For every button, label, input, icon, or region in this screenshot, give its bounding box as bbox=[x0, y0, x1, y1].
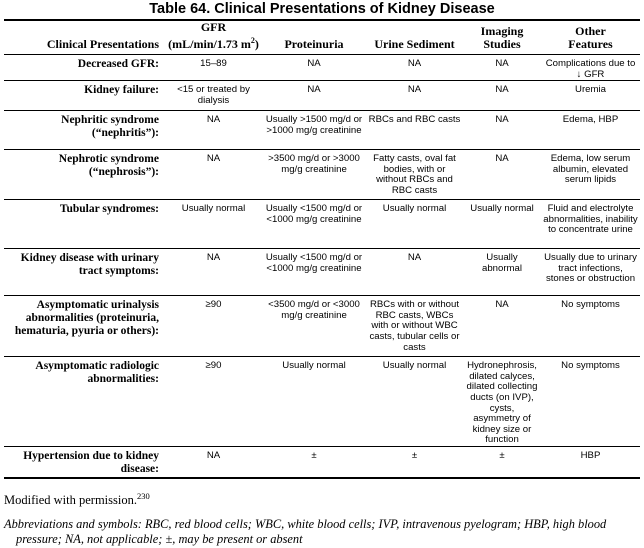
table-row bbox=[4, 150, 640, 200]
row-label: Asymptomatic urinalysis abnormalities (proteinuria, hematuria, pyuria or others): bbox=[14, 299, 159, 338]
clinical-presentations-table bbox=[4, 19, 640, 479]
cell-proteinuria: NA bbox=[307, 84, 321, 96]
table-title: Table 64. Clinical Presentations of Kidney Disease bbox=[149, 1, 495, 17]
table-row bbox=[4, 296, 640, 357]
cell-other: No symptoms bbox=[561, 360, 620, 372]
source-note-reference: 230 bbox=[136, 491, 150, 501]
cell-other: Edema, HBP bbox=[562, 114, 619, 126]
cell-proteinuria: Usually <1500 mg/d or <1000 mg/g creatinine bbox=[265, 252, 363, 274]
cell-imaging: NA bbox=[495, 299, 509, 311]
table-row bbox=[4, 249, 640, 296]
cell-sediment: ± bbox=[411, 449, 418, 461]
row-label: Asymptomatic radiologic abnormalities: bbox=[35, 360, 159, 386]
cell-proteinuria: ± bbox=[311, 449, 317, 461]
header-gfr-exponent: 2 bbox=[250, 36, 255, 45]
row-label: Nephritic syndrome (“nephritis”): bbox=[61, 114, 159, 140]
cell-sediment: Usually normal bbox=[382, 360, 447, 372]
cell-imaging: Hydronephrosis, dilated calyces, dilated collecting ducts (on IVP), cysts, asymmetry of kidney size or function bbox=[466, 360, 538, 446]
row-label: Decreased GFR: bbox=[77, 58, 159, 70]
cell-imaging: ± bbox=[499, 449, 505, 461]
source-note bbox=[4, 491, 640, 508]
cell-imaging: NA bbox=[495, 84, 509, 96]
cell-other: Fluid and electrolyte abnormalities, inability to concentrate urine bbox=[543, 203, 638, 236]
cell-imaging: Usually abnormal bbox=[482, 252, 522, 274]
header-other-line2: Features bbox=[568, 37, 613, 51]
header-urine-sediment: Urine Sediment bbox=[374, 37, 455, 51]
row-label: Tubular syndromes: bbox=[59, 203, 159, 216]
cell-gfr: Usually normal bbox=[181, 203, 246, 215]
cell-gfr: ≥90 bbox=[205, 360, 222, 372]
table-row bbox=[4, 111, 640, 150]
cell-proteinuria: Usually <1500 mg/d or <1000 mg/g creatinine bbox=[265, 203, 363, 225]
cell-proteinuria: NA bbox=[307, 58, 321, 69]
cell-sediment: NA bbox=[407, 84, 422, 96]
source-note-text: Modified with permission. bbox=[4, 493, 137, 508]
cell-sediment: Usually normal bbox=[382, 203, 447, 215]
cell-proteinuria: Usually >1500 mg/d or >1000 mg/g creatinine bbox=[265, 114, 363, 136]
cell-sediment: NA bbox=[407, 58, 422, 69]
cell-imaging: NA bbox=[495, 153, 509, 165]
row-label: Hypertension due to kidney disease: bbox=[23, 449, 159, 475]
header-gfr-line1: GFR bbox=[200, 20, 227, 34]
row-label: Nephrotic syndrome (“nephrosis”): bbox=[58, 153, 159, 179]
header-clinical-presentations: Clinical Presentations bbox=[46, 37, 159, 51]
table-row bbox=[4, 200, 640, 249]
cell-other: Complications due to ↓ GFR bbox=[545, 58, 636, 80]
header-proteinuria: Proteinuria bbox=[284, 37, 344, 51]
header-other-line1: Other bbox=[575, 24, 606, 38]
header-row bbox=[4, 20, 640, 55]
cell-gfr: NA bbox=[206, 114, 221, 126]
cell-proteinuria: >3500 mg/d or >3000 mg/g creatinine bbox=[268, 153, 360, 175]
table-row bbox=[4, 446, 640, 478]
header-imaging-studies bbox=[463, 20, 541, 55]
table-row bbox=[4, 81, 640, 111]
cell-proteinuria: Usually normal bbox=[282, 360, 346, 372]
header-imaging-line2: Studies bbox=[483, 37, 521, 51]
cell-imaging: NA bbox=[495, 114, 509, 126]
header-gfr-units: (mL/min/1.73 m bbox=[168, 37, 251, 51]
cell-gfr: NA bbox=[206, 252, 221, 264]
cell-gfr: ≥90 bbox=[205, 299, 222, 311]
cell-other: Edema, low serum albumin, elevated serum lipids bbox=[550, 153, 631, 186]
cell-sediment: NA bbox=[407, 252, 422, 264]
cell-other: No symptoms bbox=[561, 299, 620, 311]
header-imaging-line1: Imaging bbox=[480, 24, 524, 38]
cell-proteinuria: <3500 mg/d or <3000 mg/g creatinine bbox=[268, 299, 360, 321]
cell-other: Uremia bbox=[575, 84, 606, 96]
table-row bbox=[4, 357, 640, 447]
abbreviations-footnote: Abbreviations and symbols: RBC, red blood cells; WBC, white blood cells; IVP, intravenous pyelogram; HBP, high blood pressure; NA, not applicable; ±, may be present or absent bbox=[4, 517, 607, 546]
cell-gfr: NA bbox=[206, 153, 221, 165]
cell-imaging: NA bbox=[495, 58, 509, 69]
cell-gfr: NA bbox=[206, 449, 221, 461]
row-label: Kidney failure: bbox=[84, 84, 159, 97]
cell-sediment: RBCs and RBC casts bbox=[368, 114, 461, 126]
header-gfr-units-close: ) bbox=[254, 37, 259, 51]
cell-gfr: 15–89 bbox=[200, 58, 227, 69]
header-other-features bbox=[541, 20, 640, 55]
cell-sediment: RBCs with or without RBC casts, WBCs with or without WBC casts, tubular cells or casts bbox=[369, 299, 460, 353]
cell-gfr: <15 or treated by dialysis bbox=[177, 84, 250, 106]
cell-other: Usually due to urinary tract infections, stones or obstruction bbox=[544, 252, 637, 285]
cell-other: HBP bbox=[580, 449, 601, 461]
cell-imaging: Usually normal bbox=[470, 203, 534, 215]
cell-sediment: Fatty casts, oval fat bodies, with or without RBCs and RBC casts bbox=[373, 153, 456, 196]
table-row bbox=[4, 55, 640, 81]
row-label: Kidney disease with urinary tract symptoms: bbox=[20, 252, 159, 278]
header-gfr bbox=[165, 20, 262, 55]
